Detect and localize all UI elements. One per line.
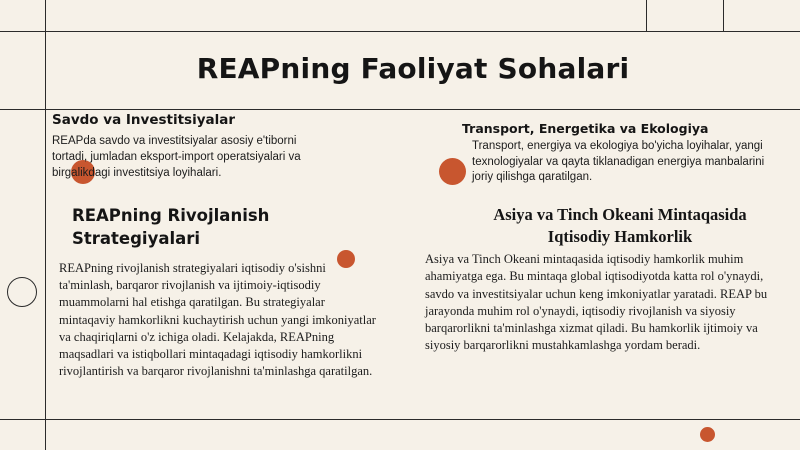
trade-text: REAPda savdo va investitsiyalar asosiy e'tiborni tortadi, jumladan eksport-import operatsiyalari va birgalikdagi investitsiya loyihalari. bbox=[52, 135, 301, 179]
accent-dot-bottom-right bbox=[700, 427, 715, 442]
header-divider-line bbox=[0, 109, 800, 110]
trade-heading: Savdo va Investitsiyalar bbox=[52, 112, 236, 128]
top-right-vertical-line-2 bbox=[723, 0, 724, 31]
strategy-heading: REAPning Rivojlanish Strategiyalari bbox=[72, 206, 270, 248]
transport-text: Transport, energiya va ekologiya bo'yicha loyihalar, yangi texnologiyalar va qayta tiklanadigan energiya manbalarini joriy qilishga qaratilgan. bbox=[472, 140, 765, 184]
accent-dot-transport bbox=[439, 158, 466, 185]
strategy-text: REAPning rivojlanish strategiyalari iqtisodiy o'sishni ta'minlash, barqaror rivojlanish va ijtimoiy-iqtisodiy muammolarni hal etishga qaratilgan. Bu strategiyalar mintaqaviy hamkorlikni kuchaytirish uchun yangi imkoniyatlar va chaqiriqlarni o'z ichiga oladi. Kelajakda, REAPning maqsadlari va istiqbollari mintaqadagi iqtisodiy hamkorlikni rivojlantirish va barqaror rivojlanishni ta'minlashga qaratilgan. bbox=[59, 261, 376, 379]
asia-pacific-text: Asiya va Tinch Okeani mintaqasida iqtisodiy hamkorlik muhim ahamiyatga ega. Bu mintaqa global iqtisodiyotda katta rol o'ynaydi, savdo va investitsiyalar uchun keng imkoniyatlar yaratadi. REAP bu jarayonda muhim rol o'ynaydi, iqtisodiy rivojlanish va siyosiy barqarorlikni ta'minlashga xizmat qiladi. Bu hamkorlik ijtimoiy va siyosiy barqarorlikni mustahkamlashga yordam beradi. bbox=[425, 252, 768, 353]
bottom-divider-line bbox=[0, 419, 800, 420]
page-title: REAPning Faoliyat Sohalari bbox=[196, 52, 630, 85]
transport-heading: Transport, Energetika va Ekologiya bbox=[462, 121, 709, 136]
asia-pacific-heading: Asiya va Tinch Okeani Mintaqasida Iqtisodiy Hamkorlik bbox=[493, 205, 747, 246]
top-divider-line bbox=[0, 31, 800, 32]
outline-circle-decoration bbox=[7, 277, 37, 307]
top-right-vertical-line-1 bbox=[646, 0, 647, 31]
